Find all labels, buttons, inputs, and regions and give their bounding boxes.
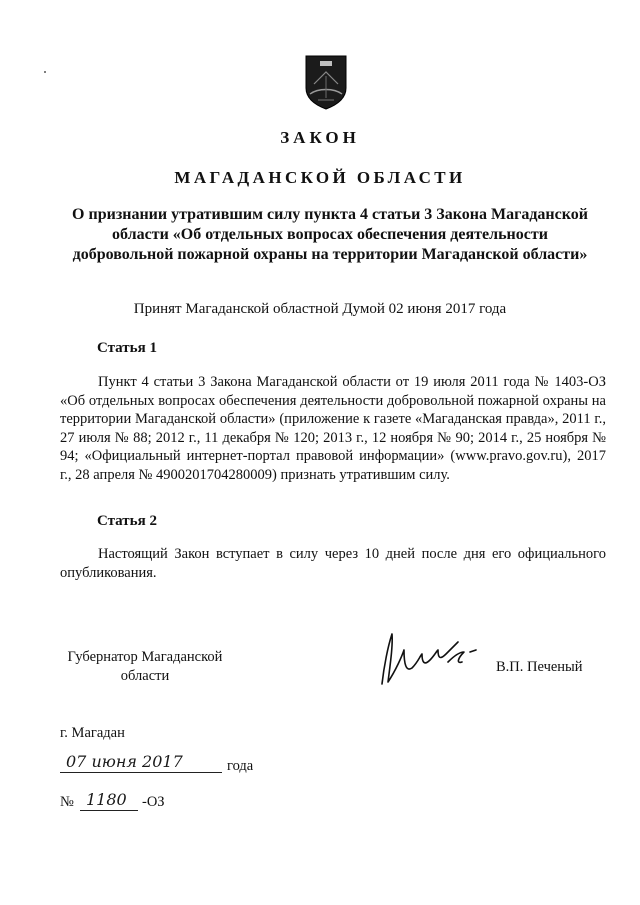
handwritten-signature — [374, 626, 484, 688]
number-suffix: -ОЗ — [142, 794, 165, 810]
article-2-heading: Статья 2 — [97, 513, 157, 529]
signatory-position: Губернатор Магаданской области — [67, 649, 223, 684]
handwritten-number: 1180 — [86, 790, 127, 809]
place-of-signing: г. Магадан — [60, 725, 125, 741]
date-suffix: года — [227, 758, 254, 774]
document-region: МАГАДАНСКОЙ ОБЛАСТИ — [174, 168, 466, 187]
document-heading: ЗАКОН — [280, 128, 360, 147]
law-number-field — [80, 790, 138, 811]
article-2-text: Настоящий Закон вступает в силу через 10 дней после дня его официального опубликования. — [60, 546, 606, 581]
signing-date-field — [60, 752, 222, 773]
article-1-text: Пункт 4 статьи 3 Закона Магаданской области от 19 июля 2011 года № 1403-ОЗ «Об отдельных вопросах обеспечения деятельности добровольной пожарной охраны на территории Магаданской области» (приложение к газете «Магаданская правда», 2011 г., 27 июля № 88; 2012 г., 11 декабря № 120; 2013 г., 12 ноября № 90; 2014 г., 25 ноября № 94; «Официальный интернет-портал правовой информации» (www.pravo.gov.ru), 2017 г., 28 апреля № 4900201704280009) признать утратившим силу. — [60, 374, 606, 483]
article-1-heading: Статья 1 — [97, 340, 157, 356]
law-title: О признании утратившим силу пункта 4 статьи 3 Закона Магаданской области «Об отдельных вопросах обеспечения деятельности добровольной пожарной охраны на территории Магаданской области» — [72, 206, 588, 263]
adoption-line: Принят Магаданской областной Думой 02 июня 2017 года — [133, 301, 507, 317]
number-prefix: № — [60, 794, 74, 810]
coat-of-arms-icon — [304, 54, 348, 110]
signatory-name: В.П. Печеный — [496, 659, 583, 675]
scan-speck — [44, 71, 46, 73]
handwritten-date: 07 июня 2017 — [66, 752, 183, 771]
